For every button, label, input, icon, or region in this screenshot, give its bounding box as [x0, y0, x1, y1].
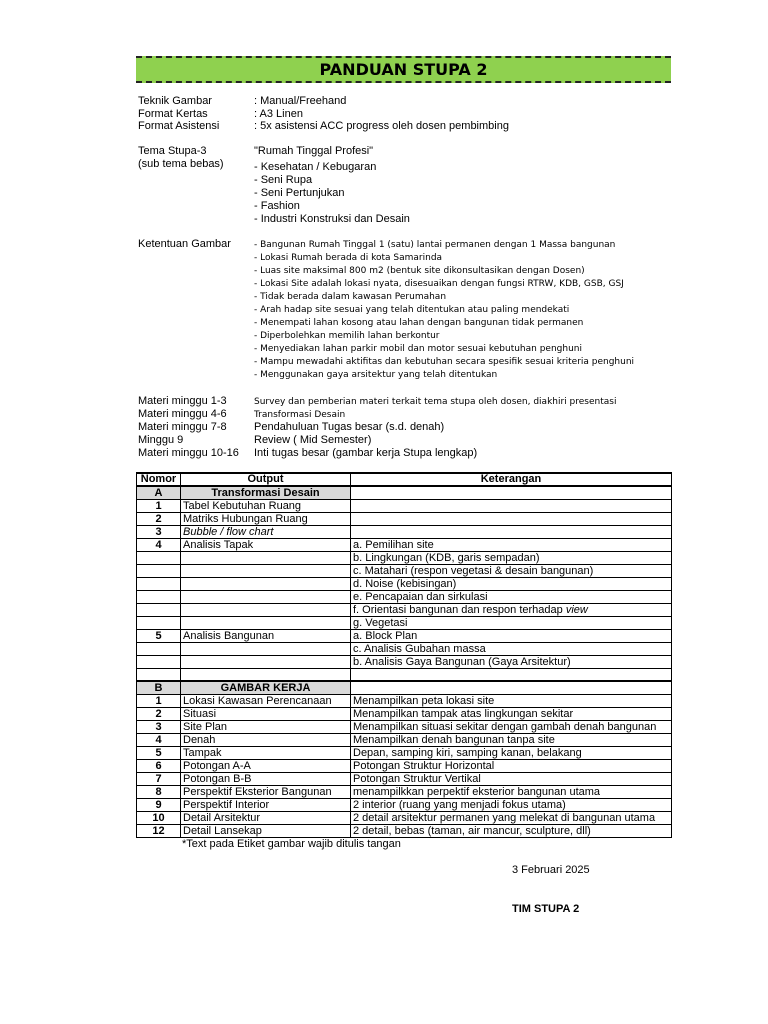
table-row [137, 526, 672, 539]
output-cell: Detail Arsitektur [181, 812, 351, 825]
info-block [138, 95, 678, 135]
row-number: 8 [137, 786, 181, 799]
output-cell [181, 604, 351, 617]
keterangan-cell: Potongan Struktur Vertikal [351, 773, 672, 786]
ketentuan-block [138, 238, 698, 383]
table-row [137, 513, 672, 526]
row-number: 4 [137, 734, 181, 747]
table-row [137, 695, 672, 708]
table-row [137, 552, 672, 565]
footnote: *Text pada Etiket gambar wajib ditulis tangan [182, 838, 401, 850]
output-cell: Matriks Hubungan Ruang [181, 513, 351, 526]
ketentuan-item: - Luas site maksimal 800 m2 (bentuk site dikonsultasikan dengan Dosen) [254, 266, 585, 276]
output-cell: Potongan B-B [181, 773, 351, 786]
keterangan-cell: a. Pemilihan site [351, 539, 672, 552]
row-number: 7 [137, 773, 181, 786]
date-text: 3 Februari 2025 [512, 864, 590, 876]
keterangan-cell: c. Analisis Gubahan massa [351, 643, 672, 656]
keterangan-cell [351, 669, 672, 682]
table-row [137, 630, 672, 643]
keterangan-cell: 2 detail, bebas (taman, air mancur, sculpture, dll) [351, 825, 672, 838]
materi-value: Survey dan pemberian materi terkait tema stupa oleh dosen, diakhiri presentasi [254, 397, 617, 407]
table-row [137, 669, 672, 682]
tema-block [138, 145, 678, 227]
keterangan-cell [351, 500, 672, 513]
table-row [137, 500, 672, 513]
row-number [137, 578, 181, 591]
table-row [137, 486, 672, 500]
keterangan-cell: Menampilkan situasi sekitar dengan gambah denah bangunan [351, 721, 672, 734]
row-number: 4 [137, 539, 181, 552]
output-cell: Tabel Kebutuhan Ruang [181, 500, 351, 513]
keterangan-cell: Potongan Struktur Horizontal [351, 760, 672, 773]
ketentuan-item: - Arah hadap site sesuai yang telah ditentukan atau paling mendekati [254, 305, 570, 315]
keterangan-italic: view [562, 604, 588, 616]
table-row [137, 473, 672, 486]
output-cell: Lokasi Kawasan Perencanaan [181, 695, 351, 708]
keterangan-cell: f. Orientasi bangunan dan respon terhadap view [351, 604, 672, 617]
column-header: Output [181, 473, 351, 486]
tema-sublabel: (sub tema bebas) [138, 158, 224, 170]
output-cell: Perspektif Eksterior Bangunan [181, 786, 351, 799]
row-number [137, 617, 181, 630]
keterangan-cell: g. Vegetasi [351, 617, 672, 630]
info-label: Format Asistensi [138, 120, 220, 133]
row-number: 3 [137, 721, 181, 734]
materi-value: Review ( Mid Semester) [254, 434, 372, 446]
output-cell [181, 669, 351, 682]
materi-value: Transformasi Desain [254, 410, 346, 420]
keterangan-cell: Menampilkan peta lokasi site [351, 695, 672, 708]
table-row [137, 747, 672, 760]
materi-value: Pendahuluan Tugas besar (s.d. denah) [254, 421, 445, 433]
row-number: 2 [137, 708, 181, 721]
tema-item: - Fashion [254, 200, 300, 212]
row-number: 10 [137, 812, 181, 825]
keterangan-cell: menampilkkan perpektif eksterior bangunan utama [351, 786, 672, 799]
keterangan-cell: b. Analisis Gaya Bangunan (Gaya Arsitektur) [351, 656, 672, 669]
row-number: 3 [137, 526, 181, 539]
section-title: GAMBAR KERJA [181, 681, 351, 695]
output-cell [181, 617, 351, 630]
keterangan-cell: e. Pencapaian dan sirkulasi [351, 591, 672, 604]
row-number: 5 [137, 630, 181, 643]
column-header: Nomor [137, 473, 181, 486]
table-row [137, 565, 672, 578]
output-cell [181, 552, 351, 565]
output-cell [181, 656, 351, 669]
row-number: 5 [137, 747, 181, 760]
table-row [137, 734, 672, 747]
output-cell: Situasi [181, 708, 351, 721]
table-cell [351, 681, 672, 695]
ketentuan-item: - Lokasi Rumah berada di kota Samarinda [254, 253, 443, 263]
table-row [137, 591, 672, 604]
output-table [136, 472, 672, 838]
section-number: A [137, 486, 181, 500]
table-row [137, 643, 672, 656]
keterangan-cell: 2 interior (ruang yang menjadi fokus utama) [351, 799, 672, 812]
output-cell [181, 578, 351, 591]
keterangan-cell: b. Lingkungan (KDB, garis sempadan) [351, 552, 672, 565]
column-header: Keterangan [351, 473, 672, 486]
tema-item: - Kesehatan / Kebugaran [254, 161, 377, 173]
materi-label: Materi minggu 7-8 [138, 421, 227, 433]
materi-label: Materi minggu 4-6 [138, 408, 227, 420]
ketentuan-item: - Tidak berada dalam kawasan Perumahan [254, 292, 447, 302]
tema-label: Tema Stupa-3 [138, 145, 207, 157]
info-value: : A3 Linen [254, 107, 303, 120]
table-row [137, 708, 672, 721]
section-number: B [137, 681, 181, 695]
info-value: : 5x asistensi ACC progress oleh dosen pembimbing [254, 120, 509, 133]
output-cell: Bubble / flow chart [181, 526, 351, 539]
table-row [137, 773, 672, 786]
keterangan-cell [351, 526, 672, 539]
table-row [137, 760, 672, 773]
table-row [137, 539, 672, 552]
table-row [137, 604, 672, 617]
output-cell: Perspektif Interior [181, 799, 351, 812]
output-cell [181, 643, 351, 656]
table-row [137, 578, 672, 591]
row-number: 9 [137, 799, 181, 812]
keterangan-cell: Menampilkan denah bangunan tanpa site [351, 734, 672, 747]
table-row [137, 656, 672, 669]
info-label: Format Kertas [138, 107, 208, 120]
output-cell: Analisis Bangunan [181, 630, 351, 643]
signature-team: TIM STUPA 2 [512, 903, 580, 915]
table-row [137, 721, 672, 734]
page-title: PANDUAN STUPA 2 [136, 56, 671, 83]
output-cell: Potongan A-A [181, 760, 351, 773]
ketentuan-label: Ketentuan Gambar [138, 238, 231, 250]
tema-item: - Industri Konstruksi dan Desain [254, 213, 410, 225]
row-number: 1 [137, 695, 181, 708]
row-number: 12 [137, 825, 181, 838]
info-label: Teknik Gambar [138, 95, 212, 107]
keterangan-cell: a. Block Plan [351, 630, 672, 643]
materi-label: Minggu 9 [138, 434, 184, 446]
output-cell: Detail Lansekap [181, 825, 351, 838]
row-number: 1 [137, 500, 181, 513]
table-row [137, 681, 672, 695]
materi-label: Materi minggu 10-16 [138, 447, 239, 459]
output-cell [181, 565, 351, 578]
ketentuan-item: - Menyediakan lahan parkir mobil dan motor sesuai kebutuhan penghuni [254, 344, 582, 354]
row-number [137, 565, 181, 578]
ketentuan-item: - Diperbolehkan memilih lahan berkontur [254, 331, 440, 341]
keterangan-cell: Depan, samping kiri, samping kanan, belakang [351, 747, 672, 760]
table-row [137, 786, 672, 799]
info-value: : Manual/Freehand [254, 95, 347, 107]
keterangan-cell: c. Matahari (respon vegetasi & desain bangunan) [351, 565, 672, 578]
ketentuan-item: - Mampu mewadahi aktifitas dan kebutuhan secara spesifik sesuai kriteria penghuni [254, 357, 635, 367]
row-number [137, 669, 181, 682]
tema-item: - Seni Rupa [254, 174, 313, 186]
output-cell [181, 591, 351, 604]
output-cell: Analisis Tapak [181, 539, 351, 552]
table-cell [351, 486, 672, 500]
row-number [137, 656, 181, 669]
ketentuan-item: - Menempati lahan kosong atau lahan dengan bangunan tidak permanen [254, 318, 584, 328]
materi-value: Inti tugas besar (gambar kerja Stupa lengkap) [254, 447, 478, 459]
materi-block [138, 395, 698, 461]
keterangan-cell [351, 513, 672, 526]
output-cell: Tampak [181, 747, 351, 760]
table-row [137, 617, 672, 630]
keterangan-cell: d. Noise (kebisingan) [351, 578, 672, 591]
keterangan-cell: 2 detail arsitektur permanen yang melekat di bangunan utama [351, 812, 672, 825]
materi-label: Materi minggu 1-3 [138, 395, 227, 407]
row-number [137, 643, 181, 656]
ketentuan-item: - Bangunan Rumah Tinggal 1 (satu) lantai permanen dengan 1 Massa bangunan [254, 240, 616, 250]
output-cell: Denah [181, 734, 351, 747]
row-number [137, 604, 181, 617]
row-number: 6 [137, 760, 181, 773]
tema-item: - Seni Pertunjukan [254, 187, 345, 199]
keterangan-cell: Menampilkan tampak atas lingkungan sekitar [351, 708, 672, 721]
table-row [137, 799, 672, 812]
row-number [137, 591, 181, 604]
tema-value: "Rumah Tinggal Profesi" [254, 145, 374, 157]
ketentuan-item: - Menggunakan gaya arsitektur yang telah ditentukan [254, 370, 498, 380]
ketentuan-item: - Lokasi Site adalah lokasi nyata, disesuaikan dengan fungsi RTRW, KDB, GSB, GSJ [254, 279, 624, 289]
row-number [137, 552, 181, 565]
row-number: 2 [137, 513, 181, 526]
section-title: Transformasi Desain [181, 486, 351, 500]
table-row [137, 825, 672, 838]
output-cell: Site Plan [181, 721, 351, 734]
table-row [137, 812, 672, 825]
